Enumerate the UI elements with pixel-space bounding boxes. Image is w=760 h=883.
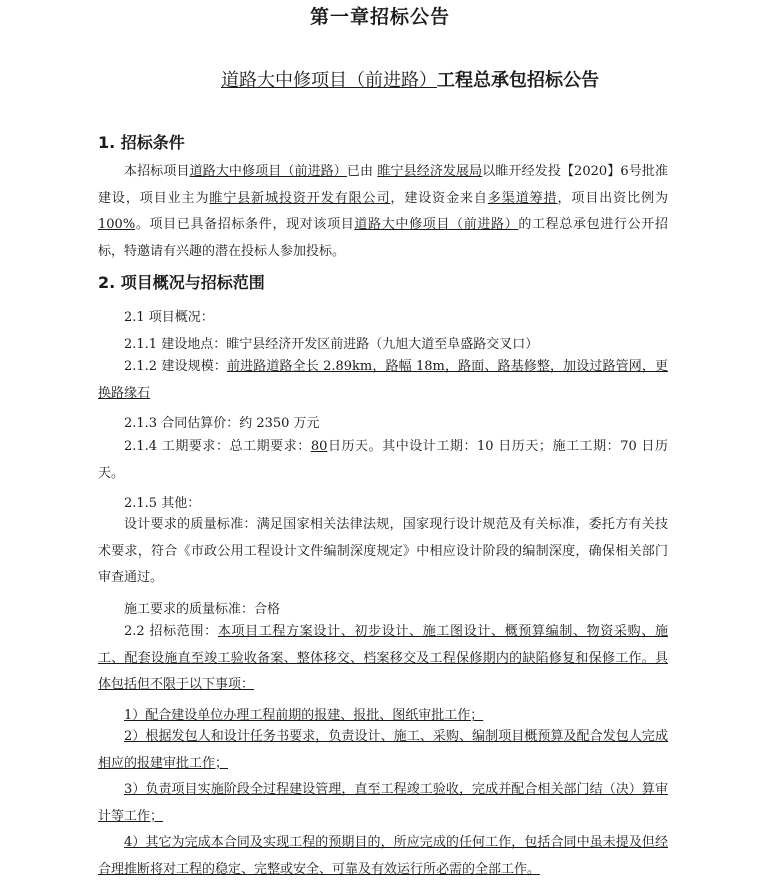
tender-scope: 本项目工程方案设计、初步设计、施工图设计、概预算编制、物资采购、施工、配套设施直至竣工验收备案、整体移交、档案移交及工程保修期内的缺陷修复和保修工作。具体包括但不限于以下事项： — [98, 624, 668, 692]
project-name-2: 道路大中修项目（前进路） — [354, 217, 519, 232]
scope-item-2: 2）根据发包人和设计任务书要求，负责设计、施工、采购、编制项目概预算及配合发包人完成相应的报建审批工作； — [98, 729, 668, 771]
item-2-2: 2.2 招标范围：本项目工程方案设计、初步设计、施工图设计、概预算编制、物资采购、施工、配套设施直至竣工验收备案、整体移交、档案移交及工程保修期内的缺陷修复和保修工作。具体包括但不限于以下事项： — [98, 624, 668, 692]
funding-ratio: 100% — [98, 217, 136, 232]
section-2-heading: 2. 项目概况与招标范围 — [98, 273, 265, 292]
funding-source: 多渠道筹措 — [487, 190, 558, 206]
project-owner: 睢宁县新城投资开发有限公司 — [209, 190, 391, 206]
tender-conditions-paragraph: 本招标项目道路大中修项目（前进路）已由 睢宁县经济发展局以睢开经发投【2020】6号批准建设，项目业主为睢宁县新城投资开发有限公司，建设资金来自多渠道筹措，项目出资比例为100%。项目已具备招标条件，现对该项目道路大中修项目（前进路）的工程总承包进行公开招标，特邀请有兴趣的潜在投标人参加投标。 — [98, 164, 668, 259]
item-2-1-2: 2.1.2 建设规模：前进路道路全长 2.89km，路幅 18m，路面、路基修整，加设过路管网，更换路缘石 — [98, 359, 668, 401]
approver: 睢宁县经济发展局 — [377, 164, 483, 179]
scope-item-3: 3）负责项目实施阶段全过程建设管理，直至工程竣工验收，完成并配合相关部门结（决）算审计等工作； — [98, 782, 668, 824]
project-name: 道路大中修项目（前进路） — [189, 164, 347, 179]
item-2-1-3: 2.1.3 合同估算价：约 2350 万元 — [124, 416, 320, 431]
item-2-1-5: 2.1.5 其他： — [124, 496, 201, 511]
section-1-heading: 1. 招标条件 — [98, 133, 185, 152]
construction-quality-standard: 施工要求的质量标准：合格 — [124, 602, 281, 617]
design-quality-standard: 设计要求的质量标准：满足国家相关法律法规，国家现行设计规范及有关标准，委托方有关技术要求，符合《市政公用工程设计文件编制深度规定》中相应设计阶段的编制深度，确保相关部门审查通过。 — [98, 517, 668, 585]
item-2-1-4: 2.1.4 工期要求：总工期要求：80日历天。其中设计工期：10 日历天；施工工期：70 日历天。 — [98, 439, 668, 481]
scope-item-1: 1）配合建设单位办理工程前期的报建、报批、图纸审批工作； — [124, 708, 484, 723]
notice-title-suffix: 工程总承包招标公告 — [437, 70, 599, 91]
scope-item-4: 4）其它为完成本合同及实现工程的预期目的，所应完成的任何工作，包括合同中虽未提及但经合理推断将对工程的稳定、完整或安全、可靠及有效运行所必需的全部工作。 — [98, 835, 668, 877]
item-2-1-1: 2.1.1 建设地点：睢宁县经济开发区前进路（九旭大道至阜盛路交叉口） — [124, 337, 539, 352]
chapter-title: 第一章招标公告 — [309, 6, 450, 28]
notice-title-project: 道路大中修项目（前进路） — [221, 70, 437, 91]
notice-title — [0, 66, 760, 92]
total-duration: 80 — [310, 439, 328, 454]
item-2-1: 2.1 项目概况： — [124, 310, 214, 325]
construction-scale: 前进路道路全长 2.89km，路幅 18m，路面、路基修整，加设过路管网，更换路缘石 — [98, 359, 668, 401]
